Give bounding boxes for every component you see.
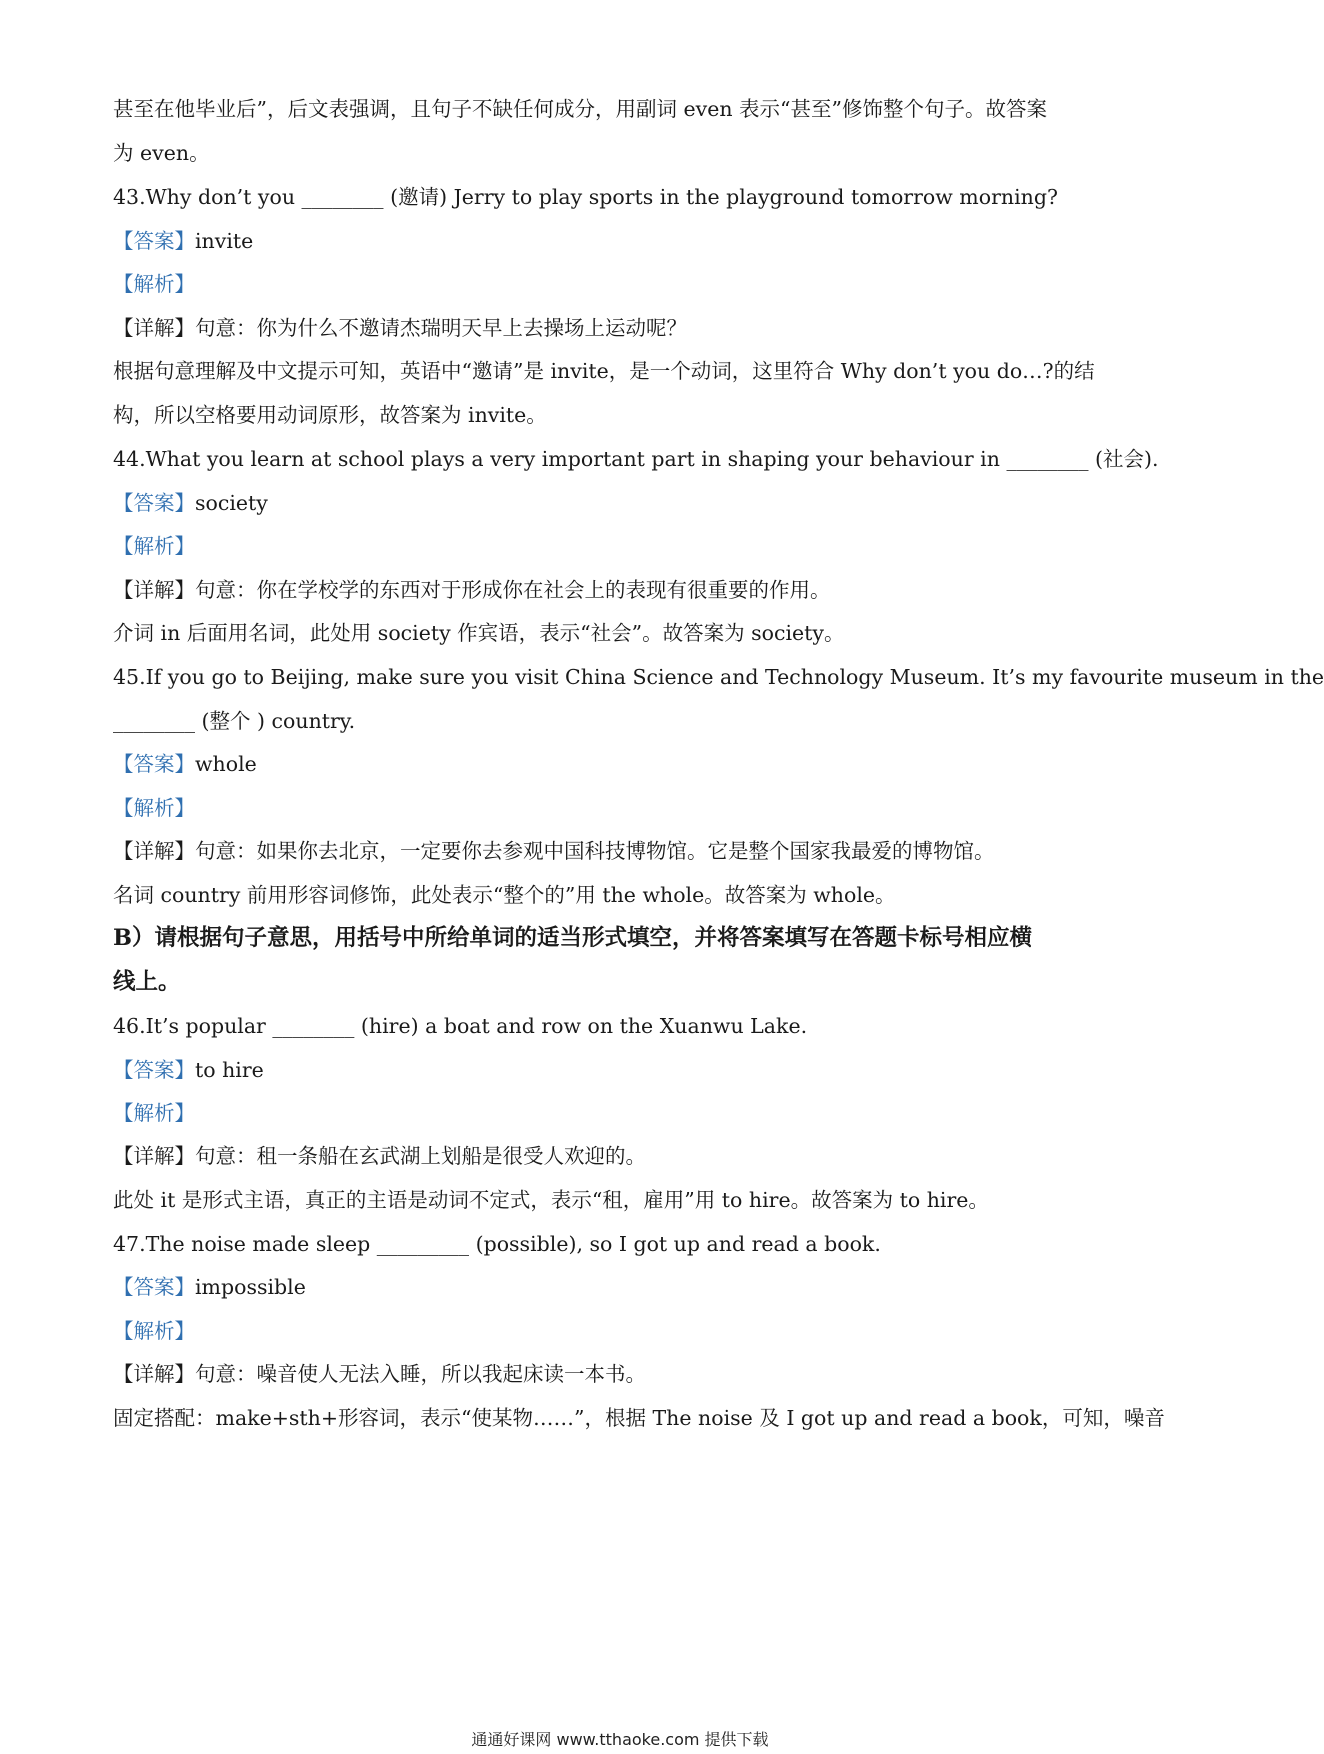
text-line — [113, 616, 1133, 650]
line-text: 44.What you learn at school plays a very important part in shaping your behaviour in ________ (社会). — [113, 447, 1159, 471]
line-text: 47.The noise made sleep _________ (possible), so I got up and read a book. — [113, 1232, 881, 1256]
line-text: 甚至在他毕业后”，后文表强调，且句子不缺任何成分，用副词 even 表示“甚至”修饰整个句子。故答案 — [113, 97, 1048, 121]
answer-line — [113, 224, 1133, 258]
analysis-tag: 【解析】 — [113, 272, 195, 296]
line-text: 45.If you go to Beijing, make sure you visit China Science and Technology Museum. It’s my favourite museum in the — [113, 665, 1324, 689]
line-text: 固定搭配：make+sth+形容词，表示“使某物……”，根据 The noise 及 I got up and read a book，可知，噪音 — [113, 1406, 1165, 1430]
detail-line — [113, 1139, 1133, 1173]
answer-line — [113, 1053, 1133, 1087]
line-text: invite — [195, 229, 254, 253]
line-text: 为 even。 — [113, 141, 210, 165]
line-text: 名词 country 前用形容词修饰，此处表示“整个的”用 the whole。故答案为 whole。 — [113, 883, 896, 907]
text-line — [113, 136, 1133, 170]
detail-label: 【详解】 — [113, 1362, 195, 1386]
text-line — [113, 180, 1133, 214]
text-line — [113, 878, 1133, 912]
detail-line — [113, 311, 1133, 345]
detail-label: 【详解】 — [113, 1144, 195, 1168]
answer-line — [113, 747, 1133, 781]
line-text: society — [195, 491, 268, 515]
text-line — [113, 354, 1133, 388]
line-text: 构，所以空格要用动词原形，故答案为 invite。 — [113, 403, 547, 427]
answer-tag: 【答案】 — [113, 1058, 195, 1082]
analysis-line — [113, 1314, 1133, 1348]
page-footer: 通通好课网 www.tthaoke.com 提供下载 — [471, 1730, 769, 1749]
section-heading-line — [113, 921, 1133, 955]
text-line — [113, 92, 1133, 126]
line-text: B）请根据句子意思，用括号中所给单词的适当形式填空，并将答案填写在答题卡标号相应横 — [113, 925, 1033, 951]
line-text: 线上。 — [113, 969, 181, 995]
line-text: 句意：如果你去北京，一定要你去参观中国科技博物馆。它是整个国家我最爱的博物馆。 — [195, 839, 995, 863]
analysis-line — [113, 1096, 1133, 1130]
text-line — [113, 660, 1324, 694]
line-text: 43.Why don’t you ________ (邀请) Jerry to play sports in the playground tomorrow morning? — [113, 185, 1058, 209]
line-text: 句意：噪音使人无法入睡，所以我起床读一本书。 — [195, 1362, 646, 1386]
line-text: 根据句意理解及中文提示可知，英语中“邀请”是 invite，是一个动词，这里符合 Why don’t you do…?的结 — [113, 359, 1095, 383]
line-text: 介词 in 后面用名词，此处用 society 作宾语，表示“社会”。故答案为 society。 — [113, 621, 845, 645]
analysis-tag: 【解析】 — [113, 1319, 195, 1343]
text-line — [113, 1227, 1133, 1261]
line-text: 句意：你在学校学的东西对于形成你在社会上的表现有很重要的作用。 — [195, 578, 831, 602]
line-text: 此处 it 是形式主语，真正的主语是动词不定式，表示“租，雇用”用 to hire。故答案为 to hire。 — [113, 1188, 989, 1212]
answer-tag: 【答案】 — [113, 1275, 195, 1299]
answer-tag: 【答案】 — [113, 229, 195, 253]
text-line — [113, 398, 1133, 432]
section-heading-line — [113, 965, 1133, 999]
answer-tag: 【答案】 — [113, 752, 195, 776]
text-line — [113, 1009, 1133, 1043]
detail-label: 【详解】 — [113, 578, 195, 602]
detail-line — [113, 1357, 1133, 1391]
analysis-line — [113, 267, 1133, 301]
detail-label: 【详解】 — [113, 316, 195, 340]
text-line — [113, 1183, 1133, 1217]
analysis-tag: 【解析】 — [113, 534, 195, 558]
detail-line — [113, 573, 1133, 607]
answer-line — [113, 1270, 1133, 1304]
analysis-line — [113, 529, 1133, 563]
line-text: whole — [195, 752, 257, 776]
analysis-tag: 【解析】 — [113, 1101, 195, 1125]
line-text: impossible — [195, 1275, 306, 1299]
analysis-tag: 【解析】 — [113, 796, 195, 820]
detail-label: 【详解】 — [113, 839, 195, 863]
answer-line — [113, 486, 1133, 520]
detail-line — [113, 834, 1133, 868]
text-line — [113, 704, 1133, 738]
line-text: 句意：你为什么不邀请杰瑞明天早上去操场上运动呢？ — [195, 316, 687, 340]
text-line — [113, 1401, 1165, 1435]
line-text: 46.It’s popular ________ (hire) a boat and row on the Xuanwu Lake. — [113, 1014, 808, 1038]
answer-tag: 【答案】 — [113, 491, 195, 515]
line-text: ________ (整个 ) country. — [113, 709, 356, 733]
text-line — [113, 442, 1159, 476]
line-text: 句意：租一条船在玄武湖上划船是很受人欢迎的。 — [195, 1144, 646, 1168]
analysis-line — [113, 791, 1133, 825]
line-text: to hire — [195, 1058, 264, 1082]
